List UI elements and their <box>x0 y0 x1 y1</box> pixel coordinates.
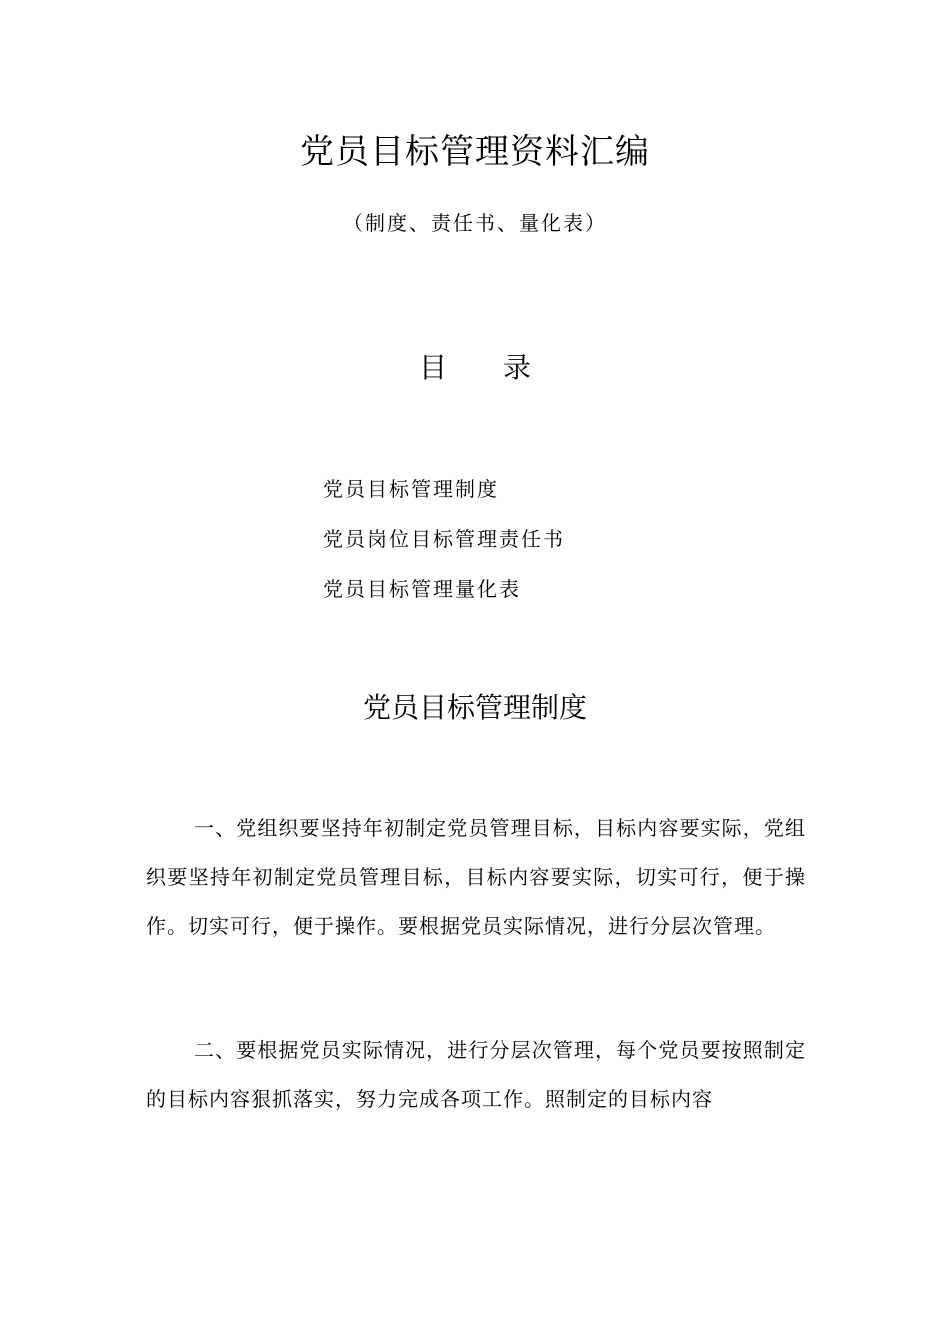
toc-item[interactable]: 党员目标管理量化表 <box>323 577 521 601</box>
document-subtitle: （制度、责任书、量化表） <box>343 211 607 235</box>
toc-heading-right: 录 <box>503 351 532 384</box>
toc-item[interactable]: 党员目标管理制度 <box>323 477 499 501</box>
toc-heading-left: 目 <box>418 351 447 384</box>
section-title: 党员目标管理制度 <box>362 691 587 724</box>
toc-heading <box>0 348 950 388</box>
body-paragraph: 二、要根据党员实际情况，进行分层次管理，每个党员要按照制定的目标内容狠抓落实，努力完成各项工作。照制定的目标内容 <box>146 1038 806 1111</box>
toc-item[interactable]: 党员岗位目标管理责任书 <box>323 527 565 551</box>
toc-list <box>323 474 565 624</box>
body-paragraph: 一、党组织要坚持年初制定党员管理目标，目标内容要实际，党组织要坚持年初制定党员管理目标，目标内容要实际，切实可行，便于操作。切实可行，便于操作。要根据党员实际情况，进行分层次管理。 <box>146 816 806 938</box>
document-title: 党员目标管理资料汇编 <box>300 132 650 172</box>
